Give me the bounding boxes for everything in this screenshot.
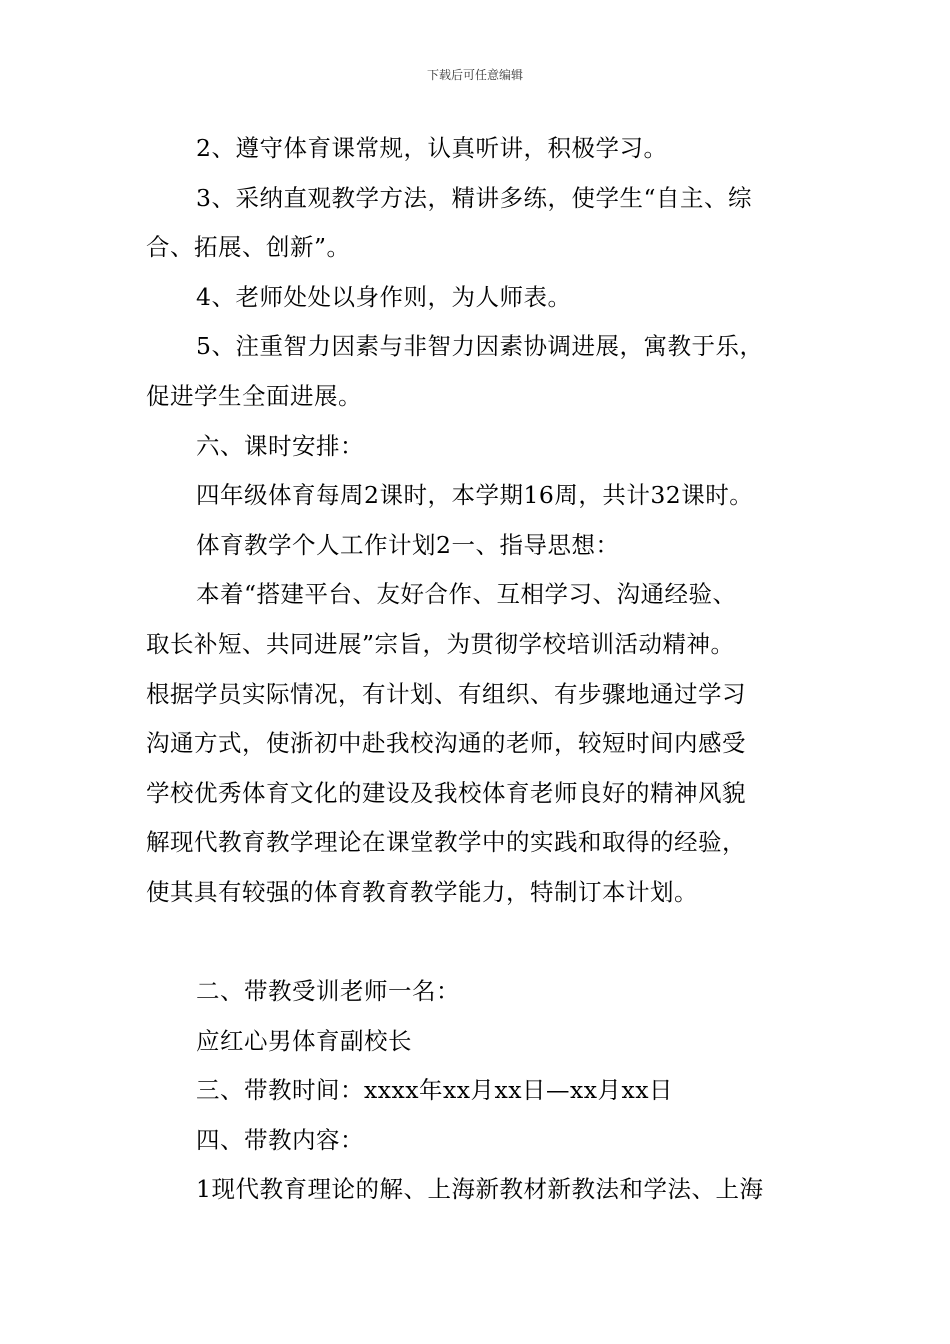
- paragraph-line: 1现代教育理论的解、上海新教材新教法和学法、上海: [196, 1175, 764, 1204]
- paragraph-line: 合、拓展、创新”。: [146, 233, 351, 262]
- paragraph-line: 解现代教育教学理论在课堂教学中的实践和取得的经验，: [146, 828, 746, 857]
- paragraph-line: 促进学生全面进展。: [146, 381, 362, 410]
- paragraph-line: 使其具有较强的体育教育教学能力，特制订本计划。: [146, 877, 698, 906]
- paragraph-line: 四年级体育每周2课时，本学期16周，共计32课时。: [196, 481, 754, 510]
- paragraph-line: 2、遵守体育课常规，认真听讲，积极学习。: [196, 134, 668, 162]
- section-heading: 四、带教内容：: [196, 1125, 364, 1154]
- paragraph-line: 学校优秀体育文化的建设及我校体育老师良好的精神风貌: [146, 778, 746, 807]
- paragraph-line: 4、老师处处以身作则，为人师表。: [196, 282, 572, 311]
- paragraph-line: 沟通方式，使浙初中赴我校沟通的老师，较短时间内感受: [146, 729, 746, 758]
- paragraph-line: 3、采纳直观教学方法，精讲多练，使学生“自主、综: [196, 183, 752, 212]
- page-header-note: 下载后可任意编辑: [426, 68, 523, 82]
- paragraph-line: 根据学员实际情况，有计划、有组织、有步骤地通过学习: [146, 679, 746, 708]
- paragraph-line: 5、注重智力因素与非智力因素协调进展，寓教于乐，: [196, 332, 764, 361]
- section-heading: 体育教学个人工作计划2一、指导思想：: [196, 530, 620, 559]
- paragraph-line: 取长补短、共同进展”宗旨，为贯彻学校培训活动精神。: [146, 629, 735, 658]
- section-heading: 二、带教受训老师一名：: [196, 977, 460, 1006]
- paragraph-line: 本着“搭建平台、友好合作、互相学习、沟通经验、: [196, 580, 737, 609]
- paragraph-line: 应红心男体育副校长: [196, 1026, 412, 1055]
- document-body: [146, 124, 810, 1215]
- section-heading: 三、带教时间：xxxx年xx月xx日—xx月xx日: [196, 1076, 674, 1105]
- blank-line: [146, 918, 810, 968]
- section-heading: 六、课时安排：: [196, 431, 364, 460]
